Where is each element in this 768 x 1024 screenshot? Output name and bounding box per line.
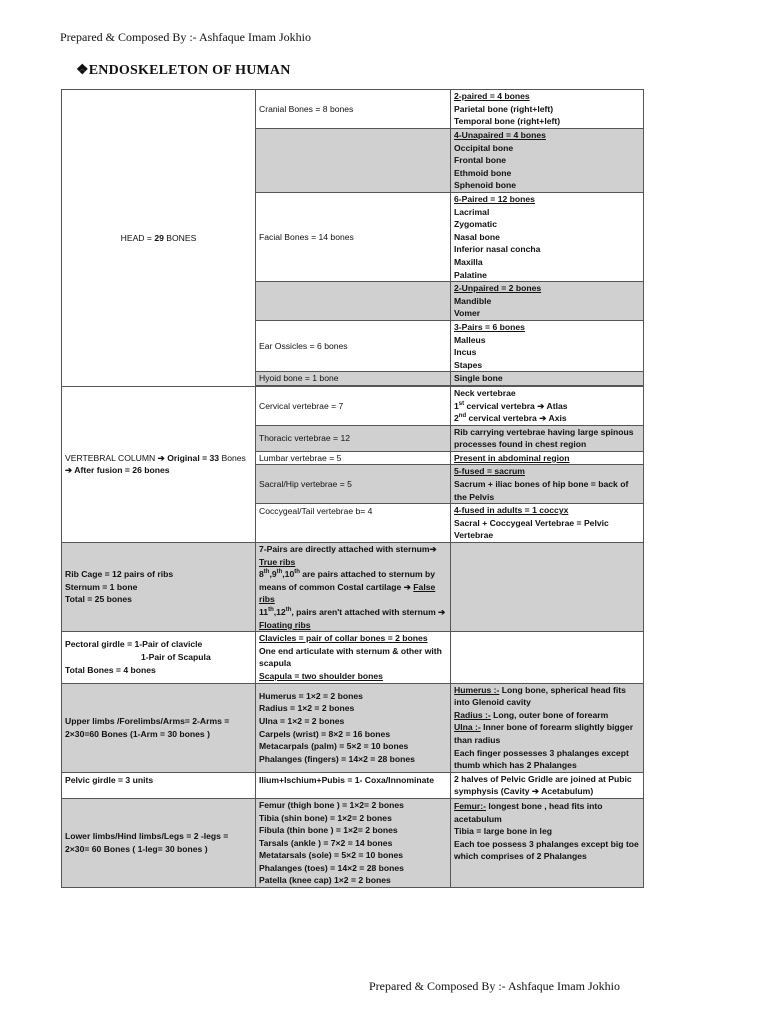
skeleton-table [61,89,644,888]
page-header: Prepared & Composed By :- Ashfaque Imam Jokhio [60,30,311,44]
facial-unpaired: 2-Unpaired = 2 bones Mandible Vomer [451,282,644,321]
pectoral-detail: Clavicles = pair of collar bones = 2 bones One end articulate with sternum & other with scapula Scapula = two shoulder bones [256,632,451,683]
table-row [62,798,644,887]
table-row [62,90,644,129]
upper-limbs-notes: Humerus :- Long bone, spherical head fits into Glenoid cavity Radius :- Long, outer bone of forearm Ulna :- Inner bone of forearm slightly bigger than radius Each finger possesses 3 phalanges except thumb which has 2 Phalanges [451,683,644,772]
ribcage-detail: 7-Pairs are directly attached with sternum➔ True ribs 8th,9th,10th are pairs attached to sternum by means of common Costal cartilage ➔ False ribs 11th,12th, pairs aren't attached with sternum ➔ Floating ribs [256,543,451,632]
table-row [62,632,644,683]
table-row [62,543,644,632]
vertebral-label: VERTEBRAL COLUMN ➔ Original = 33 Bones ➔ After fusion = 26 bones [62,386,256,542]
ribcage-label: Rib Cage = 12 pairs of ribs Sternum = 1 bone Total = 25 bones [62,543,256,632]
facial-label: Facial Bones = 14 bones [256,193,451,282]
pelvic-note: 2 halves of Pelvic Gridle are joined at Pubic symphysis (Cavity ➔ Acetabulum) [451,772,644,798]
cervical-note: Neck vertebrae 1st cervical vertebra ➔ Atlas 2nd cervical vertebra ➔ Axis [451,386,644,425]
coccygeal-note: 4-fused in adults = 1 coccyx Sacral + Coccygeal Vertebrae = Pelvic Vertebrae [451,504,644,543]
cranial-paired: 2-paired = 4 bones Parietal bone (right+left) Temporal bone (right+left) [451,90,644,129]
sacral-note: 5-fused = sacrum Sacrum + iliac bones of hip bone = back of the Pelvis [451,465,644,504]
pelvic-bones: Ilium+Ischium+Pubis = 1- Coxa/Innominate [256,772,451,798]
ear-label: Ear Ossicles = 6 bones [256,320,451,371]
empty-cell [451,543,644,632]
table-row [62,772,644,798]
page-footer: Prepared & Composed By :- Ashfaque Imam Jokhio [369,979,620,993]
empty-cell [451,632,644,683]
table-row [62,386,644,425]
facial-paired: 6-Paired = 12 bones Lacrimal Zygomatic Nasal bone Inferior nasal concha Maxilla Palatine [451,193,644,282]
hyoid-note: Single bone [451,372,644,386]
head-label: HEAD = 29 BONES [62,90,256,387]
cranial-unpaired: 4-Unapaired = 4 bones Occipital bone Frontal bone Ethmoid bone Sphenoid bone [451,129,644,193]
thoracic-note: Rib carrying vertebrae having large spinous processes found in chest region [451,425,644,451]
upper-limbs-label: Upper limbs /Forelimbs/Arms= 2-Arms = 2×30=60 Bones (1-Arm = 30 bones ) [62,683,256,772]
lower-limbs-notes: Femur:- longest bone , head fits into acetabulum Tibia = large bone in leg Each toe possess 3 phalanges except big toe which comprises of 2 Phalanges [451,798,644,887]
coccygeal-label: Coccygeal/Tail vertebrae b= 4 [256,504,451,543]
upper-limbs-bones: Humerus = 1×2 = 2 bones Radius = 1×2 = 2 bones Ulna = 1×2 = 2 bones Carpels (wrist) = 8×2 = 16 bones Metacarpals (palm) = 5×2 = 10 bones Phalanges (fingers) = 14×2 = 28 bones [256,683,451,772]
lumbar-note: Present in abdominal region [451,451,644,465]
thoracic-label: Thoracic vertebrae = 12 [256,425,451,451]
cervical-label: Cervical vertebrae = 7 [256,386,451,425]
title-text: ENDOSKELETON OF HUMAN [88,63,291,78]
table-row [62,683,644,772]
pectoral-label: Pectoral girdle = 1-Pair of clavicle 1-Pair of Scapula Total Bones = 4 bones [62,632,256,683]
empty-cell [256,129,451,193]
cranial-label: Cranial Bones = 8 bones [256,90,451,129]
hyoid-label: Hyoid bone = 1 bone [256,372,451,386]
pelvic-label: Pelvic girdle = 3 units [62,772,256,798]
sacral-label: Sacral/Hip vertebrae = 5 [256,465,451,504]
lower-limbs-label: Lower limbs/Hind limbs/Legs = 2 -legs = 2×30= 60 Bones ( 1-leg= 30 bones ) [62,798,256,887]
lumbar-label: Lumbar vertebrae = 5 [256,451,451,465]
lower-limbs-bones: Femur (thigh bone ) = 1×2= 2 bones Tibia (shin bone) = 1×2= 2 bones Fibula (thin bone ) = 1×2= 2 bones Tarsals (ankle ) = 7×2 = 14 bones Metatarsals (sole) = 5×2 = 10 bones Phalanges (toes) = 14×2 = 28 bones Patella (knee cap) 1×2 = 2 bones [256,798,451,887]
empty-cell [256,282,451,321]
ear-ossicles: 3-Pairs = 6 bones Malleus Incus Stapes [451,320,644,371]
diamond-bullet-icon: ❖ [76,63,89,78]
document-title [76,62,291,79]
